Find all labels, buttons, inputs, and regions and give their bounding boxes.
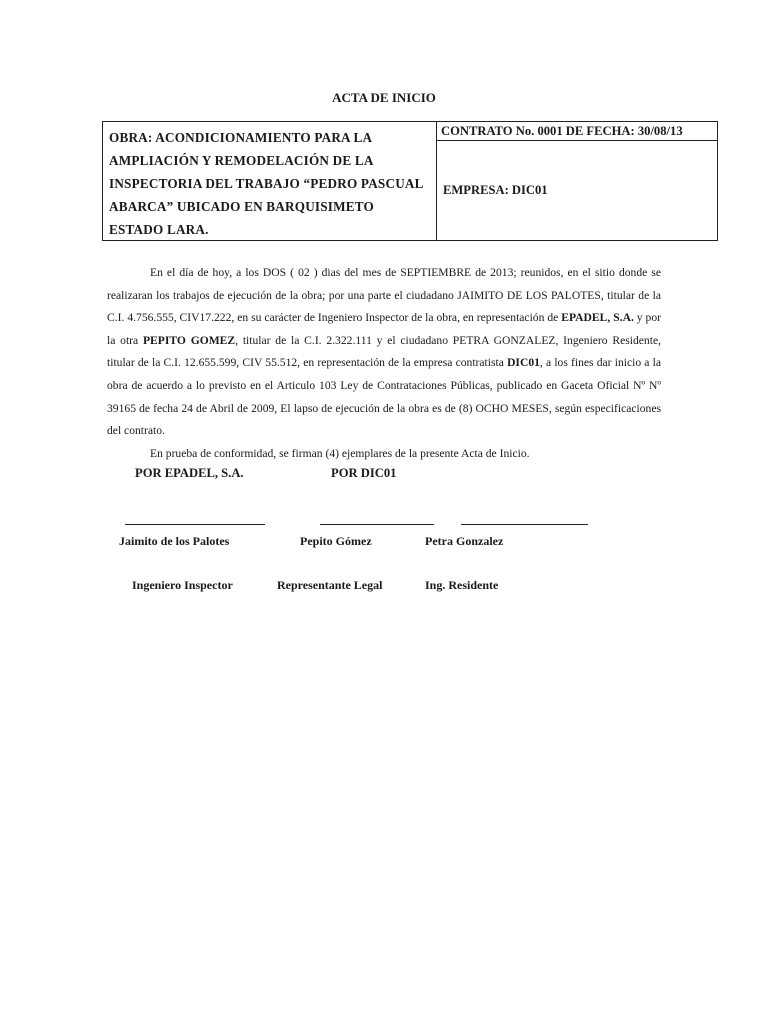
signature-line-resident bbox=[461, 524, 588, 525]
signature-line-representative bbox=[320, 524, 434, 525]
org-dic01: DIC01 bbox=[507, 356, 540, 370]
signatory-role-representative: Representante Legal bbox=[277, 578, 383, 592]
contract-number: CONTRATO No. 0001 DE FECHA: 30/08/13 bbox=[437, 122, 717, 141]
por-epadel-label: POR EPADEL, S.A. bbox=[135, 466, 244, 480]
body-paragraph-1 bbox=[107, 262, 661, 443]
body-text bbox=[107, 262, 661, 465]
header-table bbox=[102, 121, 718, 241]
obra-cell bbox=[103, 122, 437, 240]
signatory-role-resident: Ing. Residente bbox=[425, 578, 499, 592]
por-dic01-label: POR DIC01 bbox=[331, 466, 397, 480]
org-epadel: EPADEL, S.A. bbox=[561, 311, 634, 325]
rep-name: PEPITO GOMEZ bbox=[142, 333, 236, 347]
body-text-segment: En el día de hoy, a los DOS ( 02 ) dias del mes de SEPTIEMBRE de 2013; reunidos, en el sitio donde se realizaran los trabajos de ejecución de la obra; por una parte el ciudadano JAIMITO DE LOS PALOTES, titular de la C.I. 4.756.555, CIV17.222, en su carácter de Ingeniero Inspector de la obra, en representación de bbox=[107, 266, 661, 325]
signatory-name-inspector: Jaimito de los Palotes bbox=[119, 534, 230, 548]
body-paragraph-2: En prueba de conformidad, se firman (4) ejemplares de la presente Acta de Inicio. bbox=[150, 446, 530, 460]
company-name: EMPRESA: DIC01 bbox=[443, 183, 548, 197]
signatory-name-resident: Petra Gonzalez bbox=[425, 534, 504, 548]
obra-label: OBRA bbox=[109, 130, 148, 145]
signatory-role-inspector: Ingeniero Inspector bbox=[132, 578, 233, 592]
signatory-name-representative: Pepito Gómez bbox=[300, 534, 372, 548]
body-text-segment: y por la otra bbox=[107, 311, 661, 347]
signature-line-inspector bbox=[125, 524, 265, 525]
contract-cell bbox=[437, 122, 717, 240]
body-text-segment: , a los fines dar inicio a la obra de acuerdo a lo previsto en el Articulo 103 Ley de Contrataciones Públicas, publicado en Gaceta Oficial Nº Nº 39165 de fecha 24 de Abril de 2009, El lapso de ejecución de la obra es de (8) OCHO MESES, según especificaciones del contrato. bbox=[107, 356, 661, 438]
body-text-segment: , titular de la C.I. 2.322.111 y el ciudadano PETRA GONZALEZ, Ingeniero Residente, titular de la C.I. 12.655.599, CIV 55.512, en representación de la empresa contratista bbox=[107, 333, 661, 370]
document-title: ACTA DE INICIO bbox=[332, 90, 436, 105]
obra-description: : ACONDICIONAMIENTO PARA LA AMPLIACIÓN Y REMODELACIÓN DE LA INSPECTORIA DEL TRABAJO “PEDRO PASCUAL ABARCA” UBICADO EN BARQUISIMETO ESTADO LARA. bbox=[109, 130, 423, 237]
